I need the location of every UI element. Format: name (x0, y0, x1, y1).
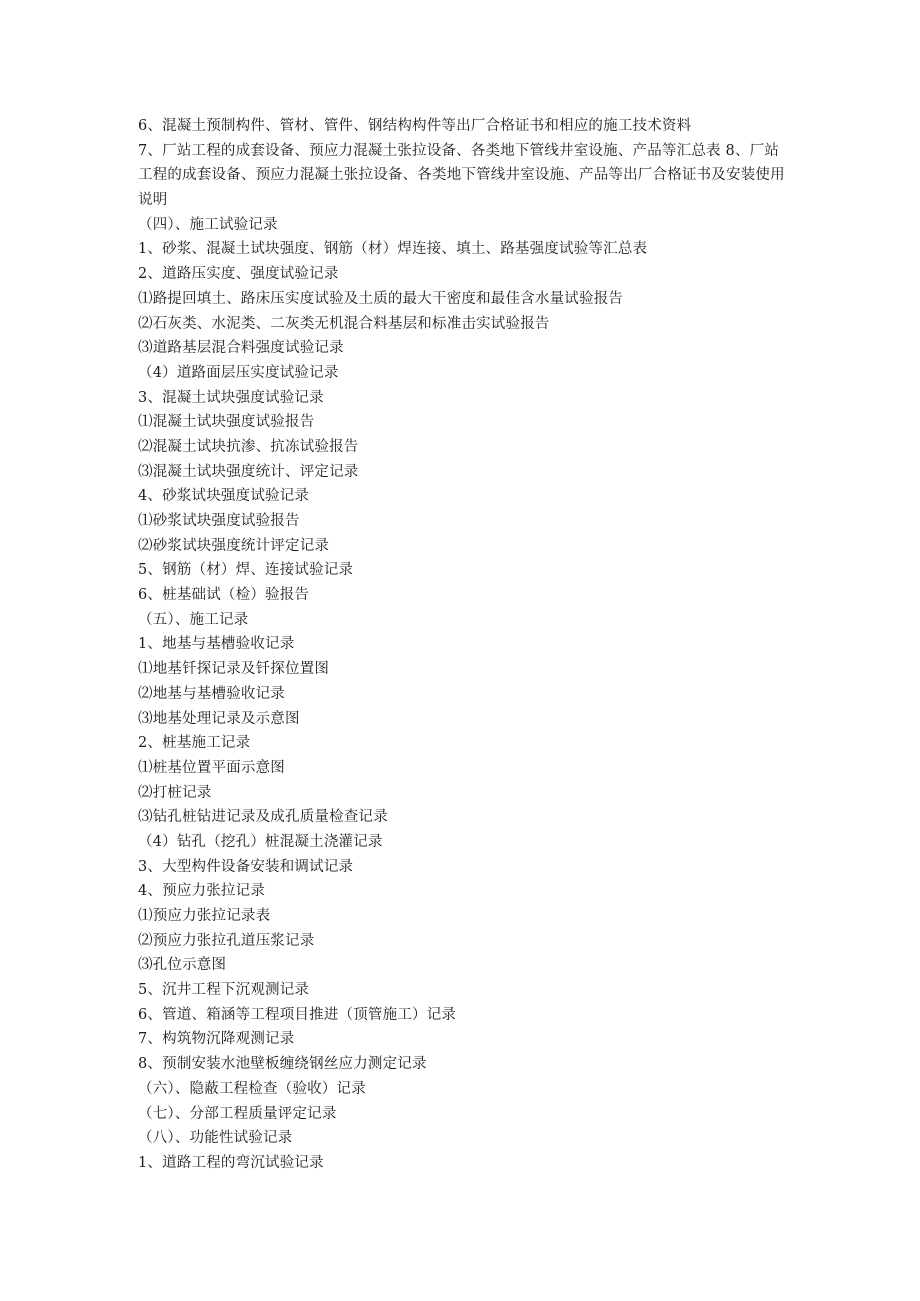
document-body (138, 114, 788, 1176)
text-line: 7、厂站工程的成套设备、预应力混凝土张拉设备、各类地下管线井室设施、产品等汇总表 8、厂站工程的成套设备、预应力混凝土张拉设备、各类地下管线井室设施、产品等出厂合格证书及安装使用说明 (138, 142, 785, 209)
text-line: 3、大型构件设备安装和调试记录 (138, 858, 354, 875)
text-line: ⑵砂浆试块强度统计评定记录 (138, 537, 330, 554)
text-line: 6、管道、箱涵等工程项目推进（顶管施工）记录 (138, 1006, 457, 1023)
text-line: 1、道路工程的弯沉试验记录 (138, 1154, 324, 1171)
text-line: 4、预应力张拉记录 (138, 883, 266, 900)
text-line: ⑵地基与基槽验收记录 (138, 685, 285, 702)
section-heading: （五）、施工记录 (138, 611, 249, 628)
text-line: （4）钻孔（挖孔）桩混凝土浇灌记录 (138, 833, 383, 850)
text-line: 1、地基与基槽验收记录 (138, 636, 295, 653)
text-line: ⑶钻孔桩钻进记录及成孔质量检查记录 (138, 809, 388, 826)
section-heading: （四）、施工试验记录 (138, 216, 278, 233)
text-line: ⑴混凝土试块强度试验报告 (138, 414, 315, 431)
text-line: 4、砂浆试块强度试验记录 (138, 488, 310, 505)
text-line: ⑶孔位示意图 (138, 957, 227, 974)
text-line: ⑴路提回填土、路床压实度试验及土质的最大干密度和最佳含水量试验报告 (138, 290, 624, 307)
text-line: ⑵预应力张拉孔道压浆记录 (138, 932, 315, 949)
text-line: ⑶混凝土试块强度统计、评定记录 (138, 463, 359, 480)
section-heading: （六）、隐蔽工程检查（验收）记录 (138, 1080, 366, 1097)
text-line: 2、桩基施工记录 (138, 735, 251, 752)
text-line: 3、混凝土试块强度试验记录 (138, 389, 324, 406)
text-line: 2、道路压实度、强度试验记录 (138, 266, 339, 283)
text-line: ⑴预应力张拉记录表 (138, 908, 271, 925)
text-line: 6、桩基础试（检）验报告 (138, 587, 310, 604)
text-line: ⑴砂浆试块强度试验报告 (138, 513, 300, 530)
text-line: ⑴地基钎探记录及钎探位置图 (138, 661, 330, 678)
text-line: 1、砂浆、混凝土试块强度、钢筋（材）焊连接、填土、路基强度试验等汇总表 (138, 241, 648, 258)
text-line: 5、钢筋（材）焊、连接试验记录 (138, 562, 354, 579)
text-line: （4）道路面层压实度试验记录 (138, 364, 339, 381)
text-line: ⑶道路基层混合料强度试验记录 (138, 340, 344, 357)
text-line: ⑴桩基位置平面示意图 (138, 759, 285, 776)
text-line: 5、沉井工程下沉观测记录 (138, 982, 310, 999)
text-line: 7、构筑物沉降观测记录 (138, 1031, 295, 1048)
text-line: ⑵石灰类、水泥类、二灰类无机混合料基层和标准击实试验报告 (138, 315, 550, 332)
section-heading: （七）、分部工程质量评定记录 (138, 1105, 337, 1122)
text-line: ⑵混凝土试块抗渗、抗冻试验报告 (138, 438, 359, 455)
text-line: ⑶地基处理记录及示意图 (138, 710, 300, 727)
text-line: ⑵打桩记录 (138, 784, 212, 801)
text-line: 8、预制安装水池壁板缠绕钢丝应力测定记录 (138, 1056, 427, 1073)
text-line: 6、混凝土预制构件、管材、管件、钢结构构件等出厂合格证书和相应的施工技术资料 (138, 118, 692, 134)
section-heading: （八）、功能性试验记录 (138, 1130, 293, 1147)
